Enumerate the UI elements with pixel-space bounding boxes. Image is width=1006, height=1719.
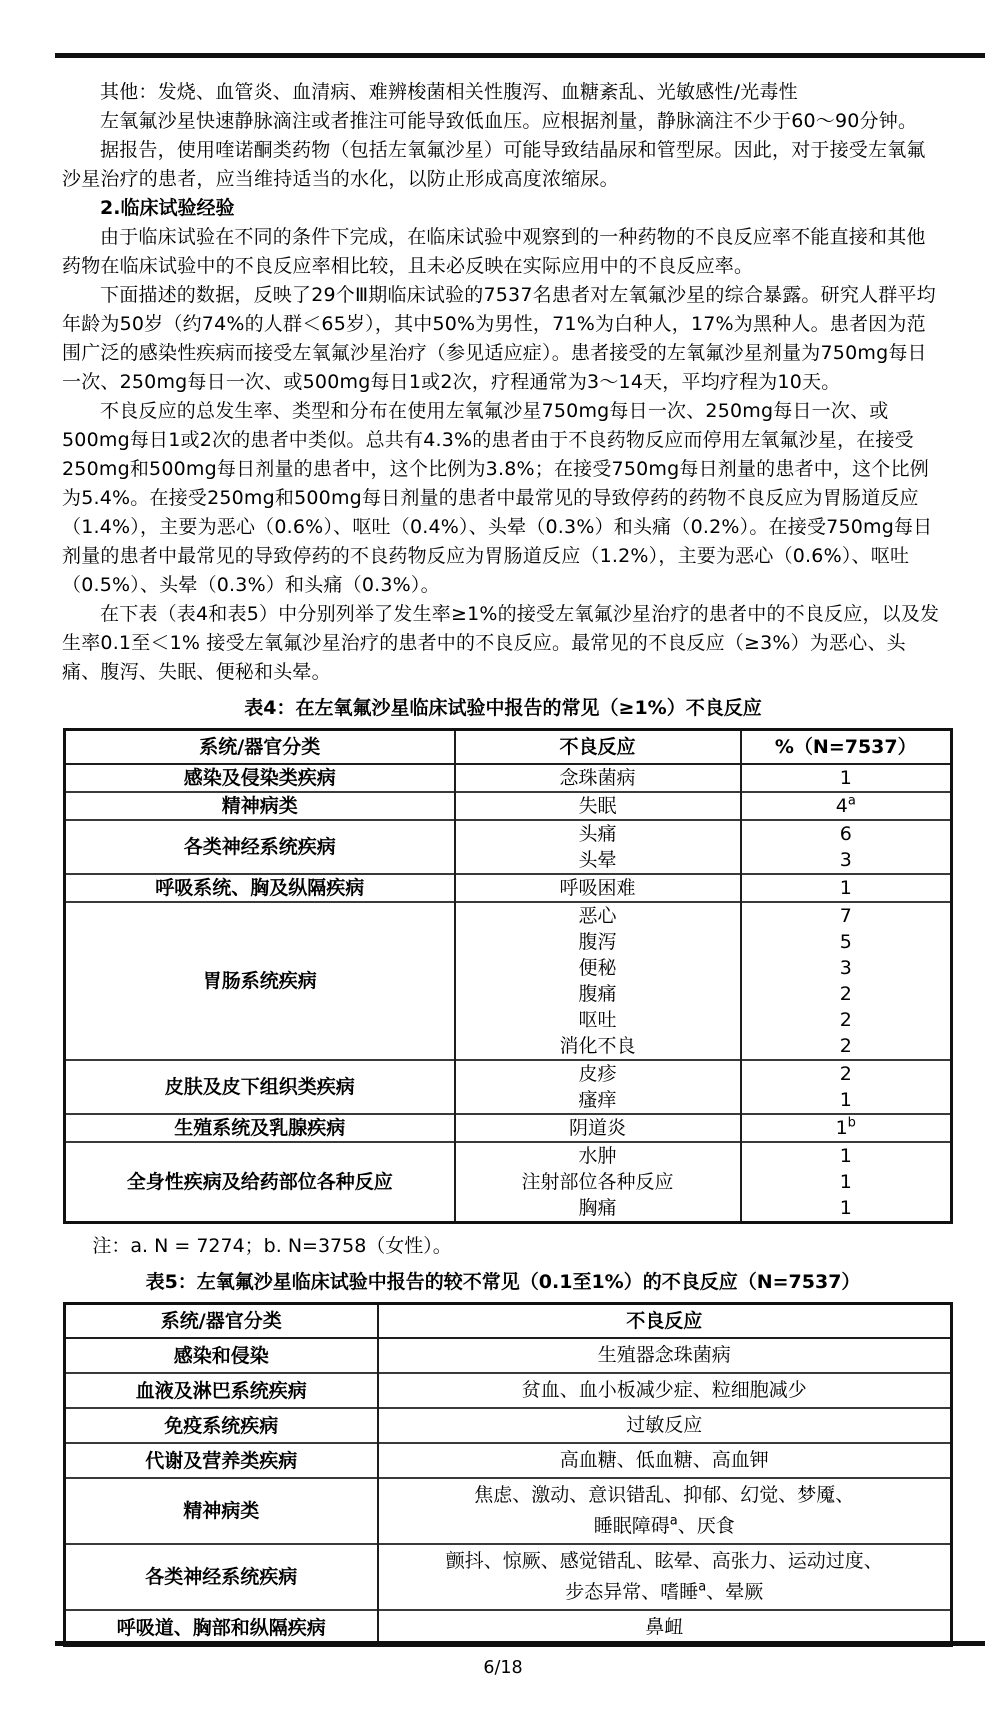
adverse-reaction-cell: 便秘 (455, 955, 741, 981)
reaction-text-line: 焦虑、激动、意识错乱、抑郁、幻觉、梦魇、 (474, 1484, 855, 1506)
reaction-text-line: 鼻衄 (645, 1616, 684, 1638)
percent-value-cell: 1 (741, 874, 952, 902)
table4-body (65, 764, 952, 1223)
adverse-reaction-cell (378, 1408, 952, 1443)
adverse-reaction-cell (378, 1478, 952, 1544)
table5-title: 表5：左氧氟沙星临床试验中报告的较不常见（0.1至1%）的不良反应（N=7537） (145, 1271, 861, 1293)
table4-header-adverse-reaction: 不良反应 (455, 730, 741, 765)
adverse-reaction-cell: 腹痛 (455, 981, 741, 1007)
percent-value-cell: 1$^b$ (741, 1114, 952, 1142)
section-heading-clinical-trials: 2.临床试验经验 (100, 197, 235, 219)
system-organ-class-cell: 各类神经系统疾病 (65, 820, 455, 874)
percent-value-cell: 4$^a$ (741, 792, 952, 820)
percent-value-cell: 1 (741, 1195, 952, 1223)
table5-body (65, 1338, 952, 1646)
table4-row (65, 902, 952, 929)
page-number: 6/18 (483, 1658, 523, 1678)
page-bottom-rule (55, 1641, 985, 1646)
paragraph-other-reactions: 其他：发烧、血管炎、血清病、难辨梭菌相关性腹泻、血糖紊乱、光敏感性/光毒性 (100, 81, 798, 103)
system-organ-class-cell: 皮肤及皮下组织类疾病 (65, 1060, 455, 1114)
page-top-rule (55, 53, 985, 58)
system-organ-class-cell: 感染和侵染 (65, 1338, 378, 1373)
table4-title: 表4：在左氧氟沙星临床试验中报告的常见（≥1%）不良反应 (244, 697, 762, 719)
system-organ-class-cell: 全身性疾病及给药部位各种反应 (65, 1142, 455, 1223)
percent-value-cell: 7 (741, 902, 952, 929)
adverse-reaction-cell: 恶心 (455, 902, 741, 929)
table4-row (65, 820, 952, 847)
table4-header-percent: %（N=7537） (741, 730, 952, 765)
paragraph-crystalluria: 据报告，使用喹诺酮类药物（包括左氧氟沙星）可能导致结晶尿和管型尿。因此，对于接受左氧氟沙星治疗的患者，应当维持适当的水化，以防止形成高度浓缩尿。 (62, 139, 926, 190)
table5-row (65, 1443, 952, 1478)
table4-footnote: 注：a. N = 7274；b. N=3758（女性）。 (92, 1235, 452, 1257)
adverse-reaction-cell: 念珠菌病 (455, 764, 741, 792)
reaction-text-line: 过敏反应 (626, 1414, 703, 1436)
system-organ-class-cell: 精神病类 (65, 792, 455, 820)
footnote-marker: b (847, 1115, 856, 1131)
reaction-text-line: 睡眠障碍$^a$、厌食 (593, 1513, 735, 1537)
footnote-marker: a (669, 1513, 678, 1529)
table5-header-system-organ-class: 系统/器官分类 (65, 1304, 378, 1339)
percent-value-cell: 3 (741, 847, 952, 874)
table5-header-row (65, 1304, 952, 1339)
reaction-text-line: 贫血、血小板减少症、粒细胞减少 (521, 1379, 807, 1401)
system-organ-class-cell: 生殖系统及乳腺疾病 (65, 1114, 455, 1142)
table5-row (65, 1478, 952, 1544)
adverse-reaction-cell: 呼吸困难 (455, 874, 741, 902)
adverse-reaction-cell: 呕吐 (455, 1007, 741, 1033)
reaction-text-line: 高血糖、低血糖、高血钾 (559, 1449, 769, 1471)
table4-row (65, 792, 952, 820)
system-organ-class-cell: 呼吸系统、胸及纵隔疾病 (65, 874, 455, 902)
percent-value-cell: 1 (741, 1169, 952, 1195)
system-organ-class-cell: 精神病类 (65, 1478, 378, 1544)
paragraph-infusion-warning: 左氧氟沙星快速静脉滴注或者推注可能导致低血压。应根据剂量，静脉滴注不少于60～90分钟。 (100, 110, 918, 132)
paragraph-trial-conditions: 由于临床试验在不同的条件下完成，在临床试验中观察到的一种药物的不良反应率不能直接和其他药物在临床试验中的不良反应率相比较，且未必反映在实际应用中的不良反应率。 (62, 226, 926, 277)
adverse-reaction-cell (378, 1373, 952, 1408)
adverse-reaction-cell: 胸痛 (455, 1195, 741, 1223)
paragraph-tables-intro: 在下表（表4和表5）中分别列举了发生率≥1%的接受左氧氟沙星治疗的患者中的不良反应，以及发生率0.1至＜1% 接受左氧氟沙星治疗的患者中的不良反应。最常见的不良反应（≥3%）为恶心、头痛、腹泻、失眠、便秘和头晕。 (62, 603, 940, 683)
adverse-reaction-cell: 头痛 (455, 820, 741, 847)
system-organ-class-cell: 各类神经系统疾病 (65, 1544, 378, 1610)
reaction-text-line: 步态异常、嗜睡$^a$、晕厥 (565, 1579, 764, 1603)
adverse-reaction-cell (378, 1443, 952, 1478)
percent-value-cell: 3 (741, 955, 952, 981)
adverse-reaction-cell: 注射部位各种反应 (455, 1169, 741, 1195)
system-organ-class-cell: 胃肠系统疾病 (65, 902, 455, 1060)
adverse-reaction-cell: 瘙痒 (455, 1087, 741, 1114)
system-organ-class-cell: 呼吸道、胸部和纵隔疾病 (65, 1610, 378, 1646)
adverse-reaction-cell: 头晕 (455, 847, 741, 874)
percent-value-cell: 2 (741, 1007, 952, 1033)
table5-row (65, 1373, 952, 1408)
table4-row (65, 874, 952, 902)
table4-row (65, 1060, 952, 1087)
table4-common-adverse-reactions (63, 728, 953, 1224)
table4-row (65, 764, 952, 792)
paragraph-exposure-data: 下面描述的数据，反映了29个Ⅲ期临床试验的7537名患者对左氧氟沙星的综合暴露。研究人群平均年龄为50岁（约74%的人群＜65岁），其中50%为男性，71%为白种人，17%为黑种人。患者因为范围广泛的感染性疾病而接受左氧氟沙星治疗（参见适应症）。患者接受的左氧氟沙星剂量为750mg每日一次、250mg每日一次、或500mg每日1或2次，疗程通常为3～14天，平均疗程为10天。 (62, 284, 936, 393)
document-body (62, 78, 944, 1647)
adverse-reaction-cell (378, 1338, 952, 1373)
table5-row (65, 1338, 952, 1373)
percent-value-cell: 6 (741, 820, 952, 847)
table4-header-system-organ-class: 系统/器官分类 (65, 730, 455, 765)
footnote-marker: a (847, 793, 856, 809)
adverse-reaction-cell: 腹泻 (455, 929, 741, 955)
adverse-reaction-cell: 水肿 (455, 1142, 741, 1169)
percent-value-cell: 2 (741, 1060, 952, 1087)
adverse-reaction-cell: 皮疹 (455, 1060, 741, 1087)
reaction-text-line: 颤抖、惊厥、感觉错乱、眩晕、高张力、运动过度、 (445, 1550, 883, 1572)
percent-value-cell: 5 (741, 929, 952, 955)
table5-header-adverse-reaction: 不良反应 (378, 1304, 952, 1339)
percent-value-cell: 2 (741, 981, 952, 1007)
percent-value-cell: 1 (741, 1142, 952, 1169)
percent-value-cell: 1 (741, 1087, 952, 1114)
percent-value-cell: 2 (741, 1033, 952, 1060)
system-organ-class-cell: 血液及淋巴系统疾病 (65, 1373, 378, 1408)
table4-row (65, 1142, 952, 1169)
table4-header-row (65, 730, 952, 765)
percent-value-cell: 1 (741, 764, 952, 792)
adverse-reaction-cell: 消化不良 (455, 1033, 741, 1060)
system-organ-class-cell: 感染及侵染类疾病 (65, 764, 455, 792)
adverse-reaction-cell: 阴道炎 (455, 1114, 741, 1142)
footnote-marker: a (698, 1579, 707, 1595)
table5-less-common-adverse-reactions (63, 1302, 953, 1647)
system-organ-class-cell: 免疫系统疾病 (65, 1408, 378, 1443)
paragraph-incidence-rates: 不良反应的总发生率、类型和分布在使用左氧氟沙星750mg每日一次、250mg每日一次、或500mg每日1或2次的患者中类似。总共有4.3%的患者由于不良药物反应而停用左氧氟沙星，在接受250mg和500mg每日剂量的患者中，这个比例为3.8%；在接受750mg每日剂量的患者中，这个比例为5.4%。在接受250mg和500mg每日剂量的患者中最常见的导致停药的药物不良反应为胃肠道反应（1.4%），主要为恶心（0.6%）、呕吐（0.4%）、头晕（0.3%）和头痛（0.2%）。在接受750mg每日剂量的患者中最常见的导致停药的不良药物反应为胃肠道反应（1.2%），主要为恶心（0.6%）、呕吐（0.5%）、头晕（0.3%）和头痛（0.3%）。 (62, 400, 933, 596)
table5-row (65, 1544, 952, 1610)
system-organ-class-cell: 代谢及营养类疾病 (65, 1443, 378, 1478)
adverse-reaction-cell: 失眠 (455, 792, 741, 820)
table4-row (65, 1114, 952, 1142)
adverse-reaction-cell (378, 1544, 952, 1610)
reaction-text-line: 生殖器念珠菌病 (597, 1344, 731, 1366)
table5-row (65, 1408, 952, 1443)
